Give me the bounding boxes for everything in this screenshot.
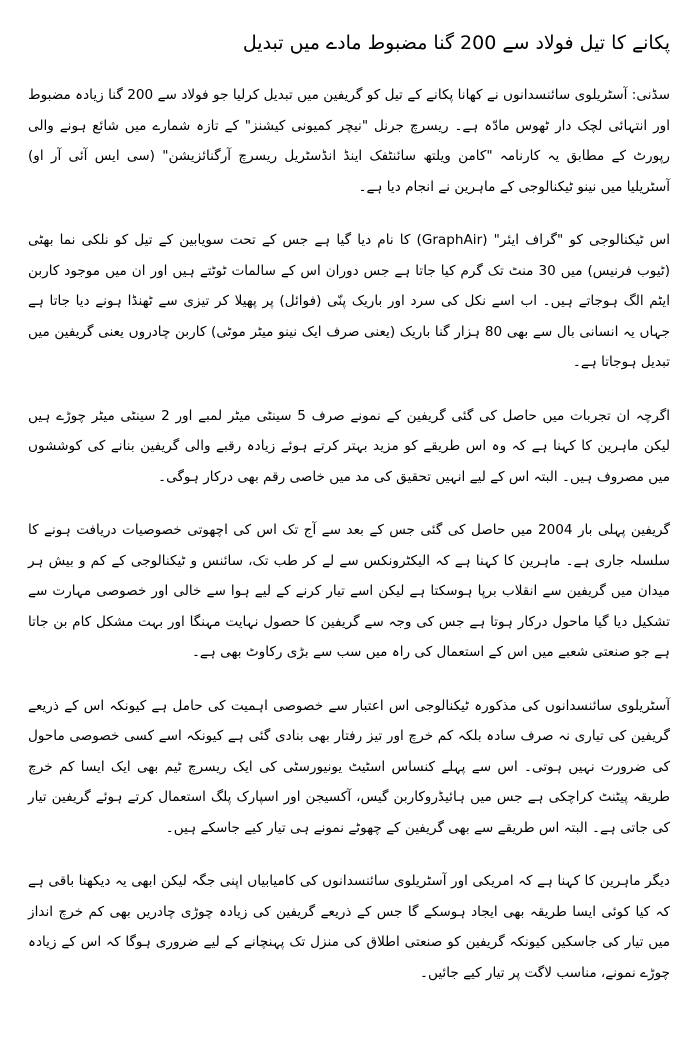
article-paragraph: آسٹریلوی سائنسدانوں کی مذکورہ ٹیکنالوجی اس اعتبار سے خصوصی اہمیت کی حامل ہے کیونکہ اس کے ذریعے گریفین کی تیاری نہ صرف سادہ بلکہ کم خرچ اور تیز رفتار بھی بنادی گئی ہے کیونکہ اسے کسی خصوصی ماحول کی ضرورت نہیں ہوتی۔ اس سے پہلے کنساس اسٹیٹ یونیورسٹی کی ایک ریسرچ ٹیم بھی ایک ایسا کم خرچ طریقہ پیٹنٹ کراچکی ہے جس میں ہائیڈروکاربن گیس، آکسیجن اور اسپارک پلگ استعمال کرتے ہوئے گریفین تیار کی جاتی ہے۔ البتہ اس طریقے سے بھی گریفین کے چھوٹے نمونے ہی تیار کیے جاسکے ہیں۔ — [28, 697, 670, 836]
article-paragraph: اگرچہ ان تجربات میں حاصل کی گئی گریفین کے نمونے صرف 5 سینٹی میٹر لمبے اور 2 سینٹی میٹر چوڑے ہیں لیکن ماہرین کا کہنا ہے کہ وہ اس طریقے کو مزید بہتر کرتے ہوئے زیادہ رقبے والی گریفین بنانے کی کوششوں میں مصروف ہیں۔ البتہ اس کے لیے انہیں تحقیق کی مد میں خاصی رقم بھی درکار ہوگی۔ — [28, 407, 671, 485]
article-paragraph: سڈنی: آسٹریلوی سائنسدانوں نے کھانا پکانے کے تیل کو گریفین میں تبدیل کرلیا جو فولاد سے 200 گنا زیادہ مضبوط اور انتہائی لچک دار ٹھوس مادّہ ہے۔ ریسرچ جرنل "نیچر کمیونی کیشنز" کے تازہ شمارے میں شائع ہونے والی رپورٹ کے مطابق یہ کارنامہ "کامن ویلتھ سائنٹفک اینڈ انڈسٹریل ریسرچ آرگنائزیشن" (سی ایس آئی آر او) آسٹریلیا میں نینو ٹیکنالوجی کے ماہرین نے انجام دیا ہے۔ — [28, 87, 670, 195]
article-paragraph: دیگر ماہرین کا کہنا ہے کہ امریکی اور آسٹریلوی سائنسدانوں کی کامیابیاں اپنی جگہ لیکن ابھی یہ دیکھنا باقی ہے کہ کیا کوئی ایسا طریقہ بھی ایجاد ہوسکے گا جس کے ذریعے گریفین کی زیادہ چوڑی چادریں بھی کم خرچ انداز میں تیار کی جاسکیں کیونکہ گریفین کو صنعتی اطلاق کی منزل تک پہنچانے کے لیے ضروری ہوگا کہ اس کے زیادہ چوڑے نمونے، مناسب لاگت پر تیار کیے جائیں۔ — [28, 873, 670, 981]
article-headline: پکانے کا تیل فولاد سے 200 گنا مضبوط مادے میں تبدیل — [242, 32, 670, 54]
article-paragraph: اس ٹیکنالوجی کو "گراف ایئر" (GraphAir) کا نام دیا گیا ہے جس کے تحت سویابین کے تیل کو نلکی نما بھٹی (ٹیوب فرنیس) میں 30 منٹ تک گرم کیا جاتا ہے جس دوران اس کے سالمات ٹوٹتے ہیں اور ان میں موجود کاربن ایٹم الگ ہوجاتے ہیں۔ اب اسے نکل کی سرد اور باریک پنّی (فوائل) پر پھیلا کر تیزی سے ٹھنڈا ہونے دیا جاتا ہے جہاں یہ انسانی بال سے بھی 80 ہزار گنا باریک (یعنی صرف ایک نینو میٹر موٹی) کاربن چادروں یعنی گریفین میں تبدیل ہوجاتا ہے۔ — [28, 232, 670, 370]
article-paragraph: گریفین پہلی بار 2004 میں حاصل کی گئی جس کے بعد سے آج تک اس کی اچھوتی خصوصیات دریافت ہونے کا سلسلہ جاری ہے۔ ماہرین کا کہنا ہے کہ الیکٹرونکس سے لے کر طب تک، سائنس و ٹیکنالوجی کے کم و بیش ہر میدان میں گریفین سے انقلاب برپا ہوسکتا ہے لیکن اسے تیار کرنے کے لیے ہوا سے خالی اور خصوصی مہارت سے تشکیل دیا گیا ماحول درکار ہوتا ہے جس کی وجہ سے گریفین کا حصول نہایت مہنگا اور بہت مشکل کام بن جاتا ہے جو صنعتی شعبے میں اس کے استعمال کی راہ میں سب سے بڑی رکاوٹ بھی ہے۔ — [28, 522, 670, 660]
